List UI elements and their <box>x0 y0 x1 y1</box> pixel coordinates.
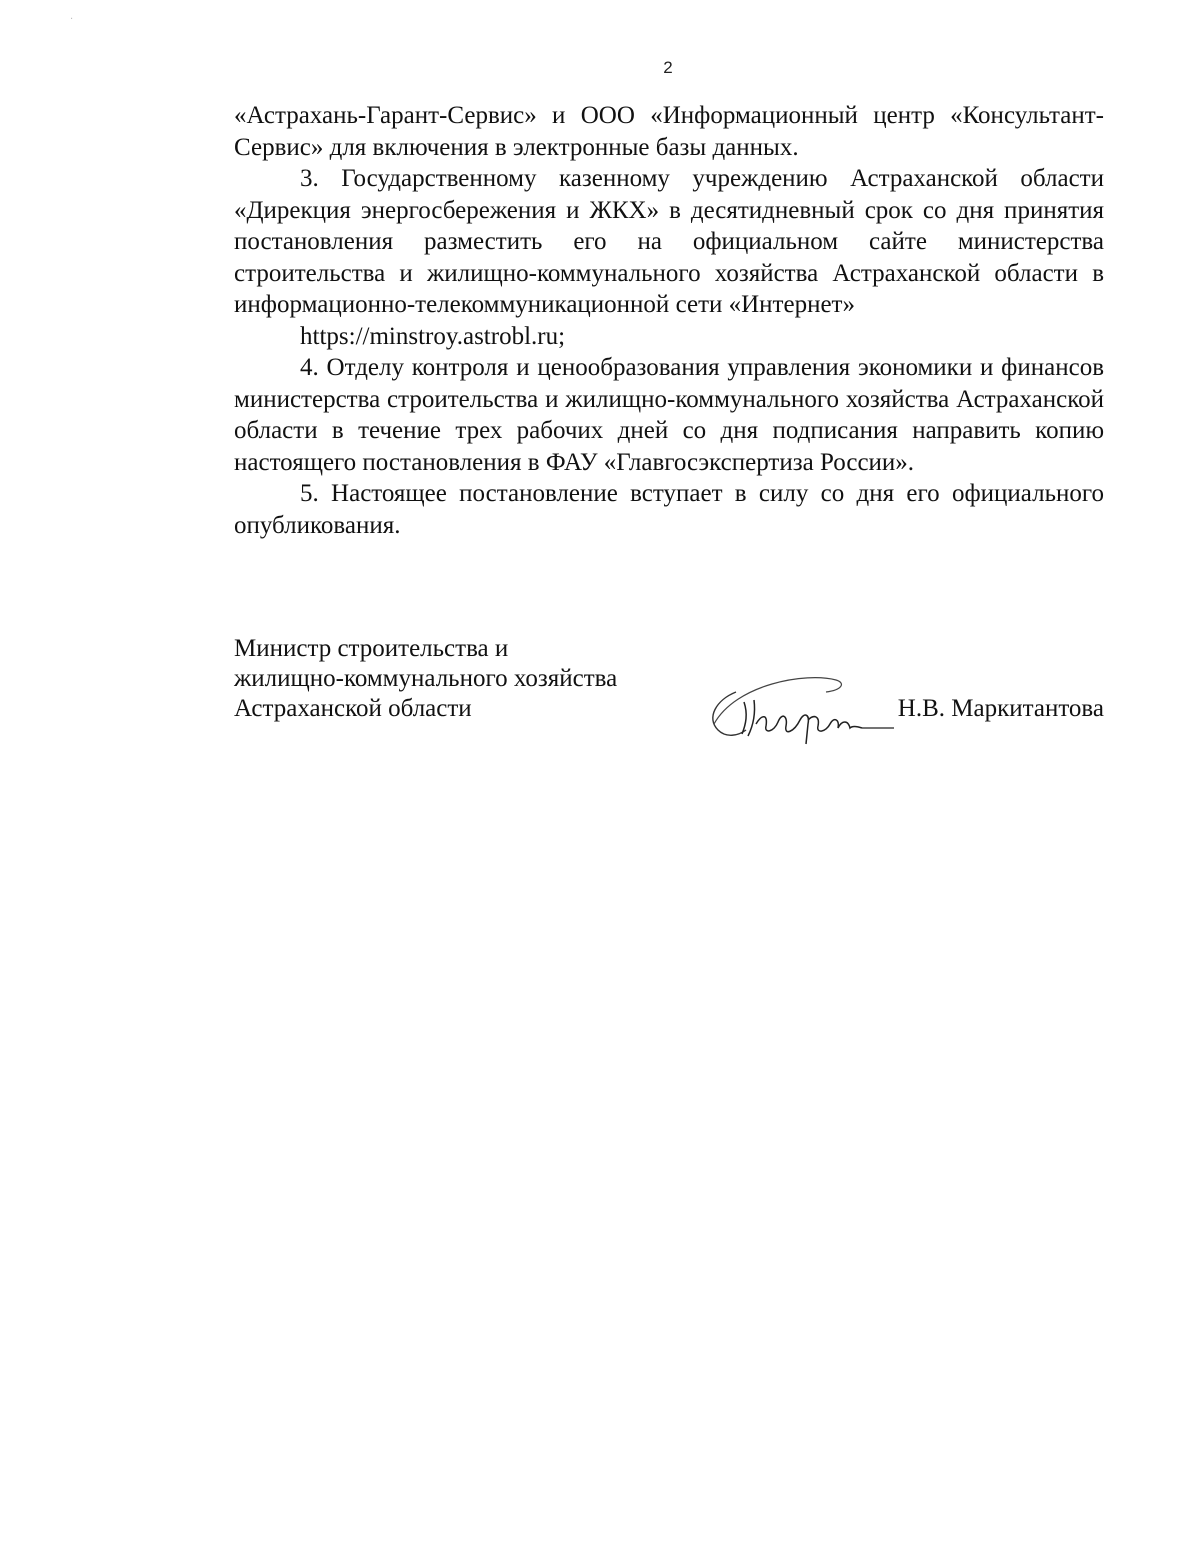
signature-block <box>234 634 1104 754</box>
signer-name: Н.В. Маркитантова <box>897 695 1104 722</box>
signer-title-line-2: жилищно-коммунального хозяйства <box>234 665 618 692</box>
signer-title-line-3: Астраханской области <box>234 695 472 722</box>
scan-mark: · <box>70 14 74 25</box>
document-body <box>234 100 1104 541</box>
handwritten-signature <box>696 654 896 754</box>
paragraph-3-text: 3. Государственному казенному учреждению Астраханской области «Дирекция энергосбережения и ЖКХ» в десятидневный срок со дня принятия постановления разместить его на официальном сайте министерства строительства и жилищно-коммунального хозяйства Астраханской области в информационно-телекоммуникационной сети «Интернет» <box>234 165 1104 318</box>
paragraph-5: 5. Настоящее постановление вступает в силу со дня его официального опубликования. <box>234 480 1104 539</box>
paragraph-4: 4. Отделу контроля и ценообразования управления экономики и финансов министерства строительства и жилищно-коммунального хозяйства Астраханской области в течение трех рабочих дней со дня подписания направить копию настоящего постановления в ФАУ «Главгосэкспертиза России». <box>234 354 1104 476</box>
paragraph-continuation: «Астрахань-Гарант-Сервис» и ООО «Информационный центр «Консультант-Сервис» для включения в электронные базы данных. <box>234 102 1104 161</box>
paragraph-3 <box>234 163 1104 352</box>
ministry-website-link[interactable]: https://minstroy.astrobl.ru; <box>300 322 566 350</box>
signer-title-line-1: Министр строительства и <box>234 635 509 662</box>
page-number: 2 <box>663 58 673 77</box>
signer-title <box>234 634 617 724</box>
